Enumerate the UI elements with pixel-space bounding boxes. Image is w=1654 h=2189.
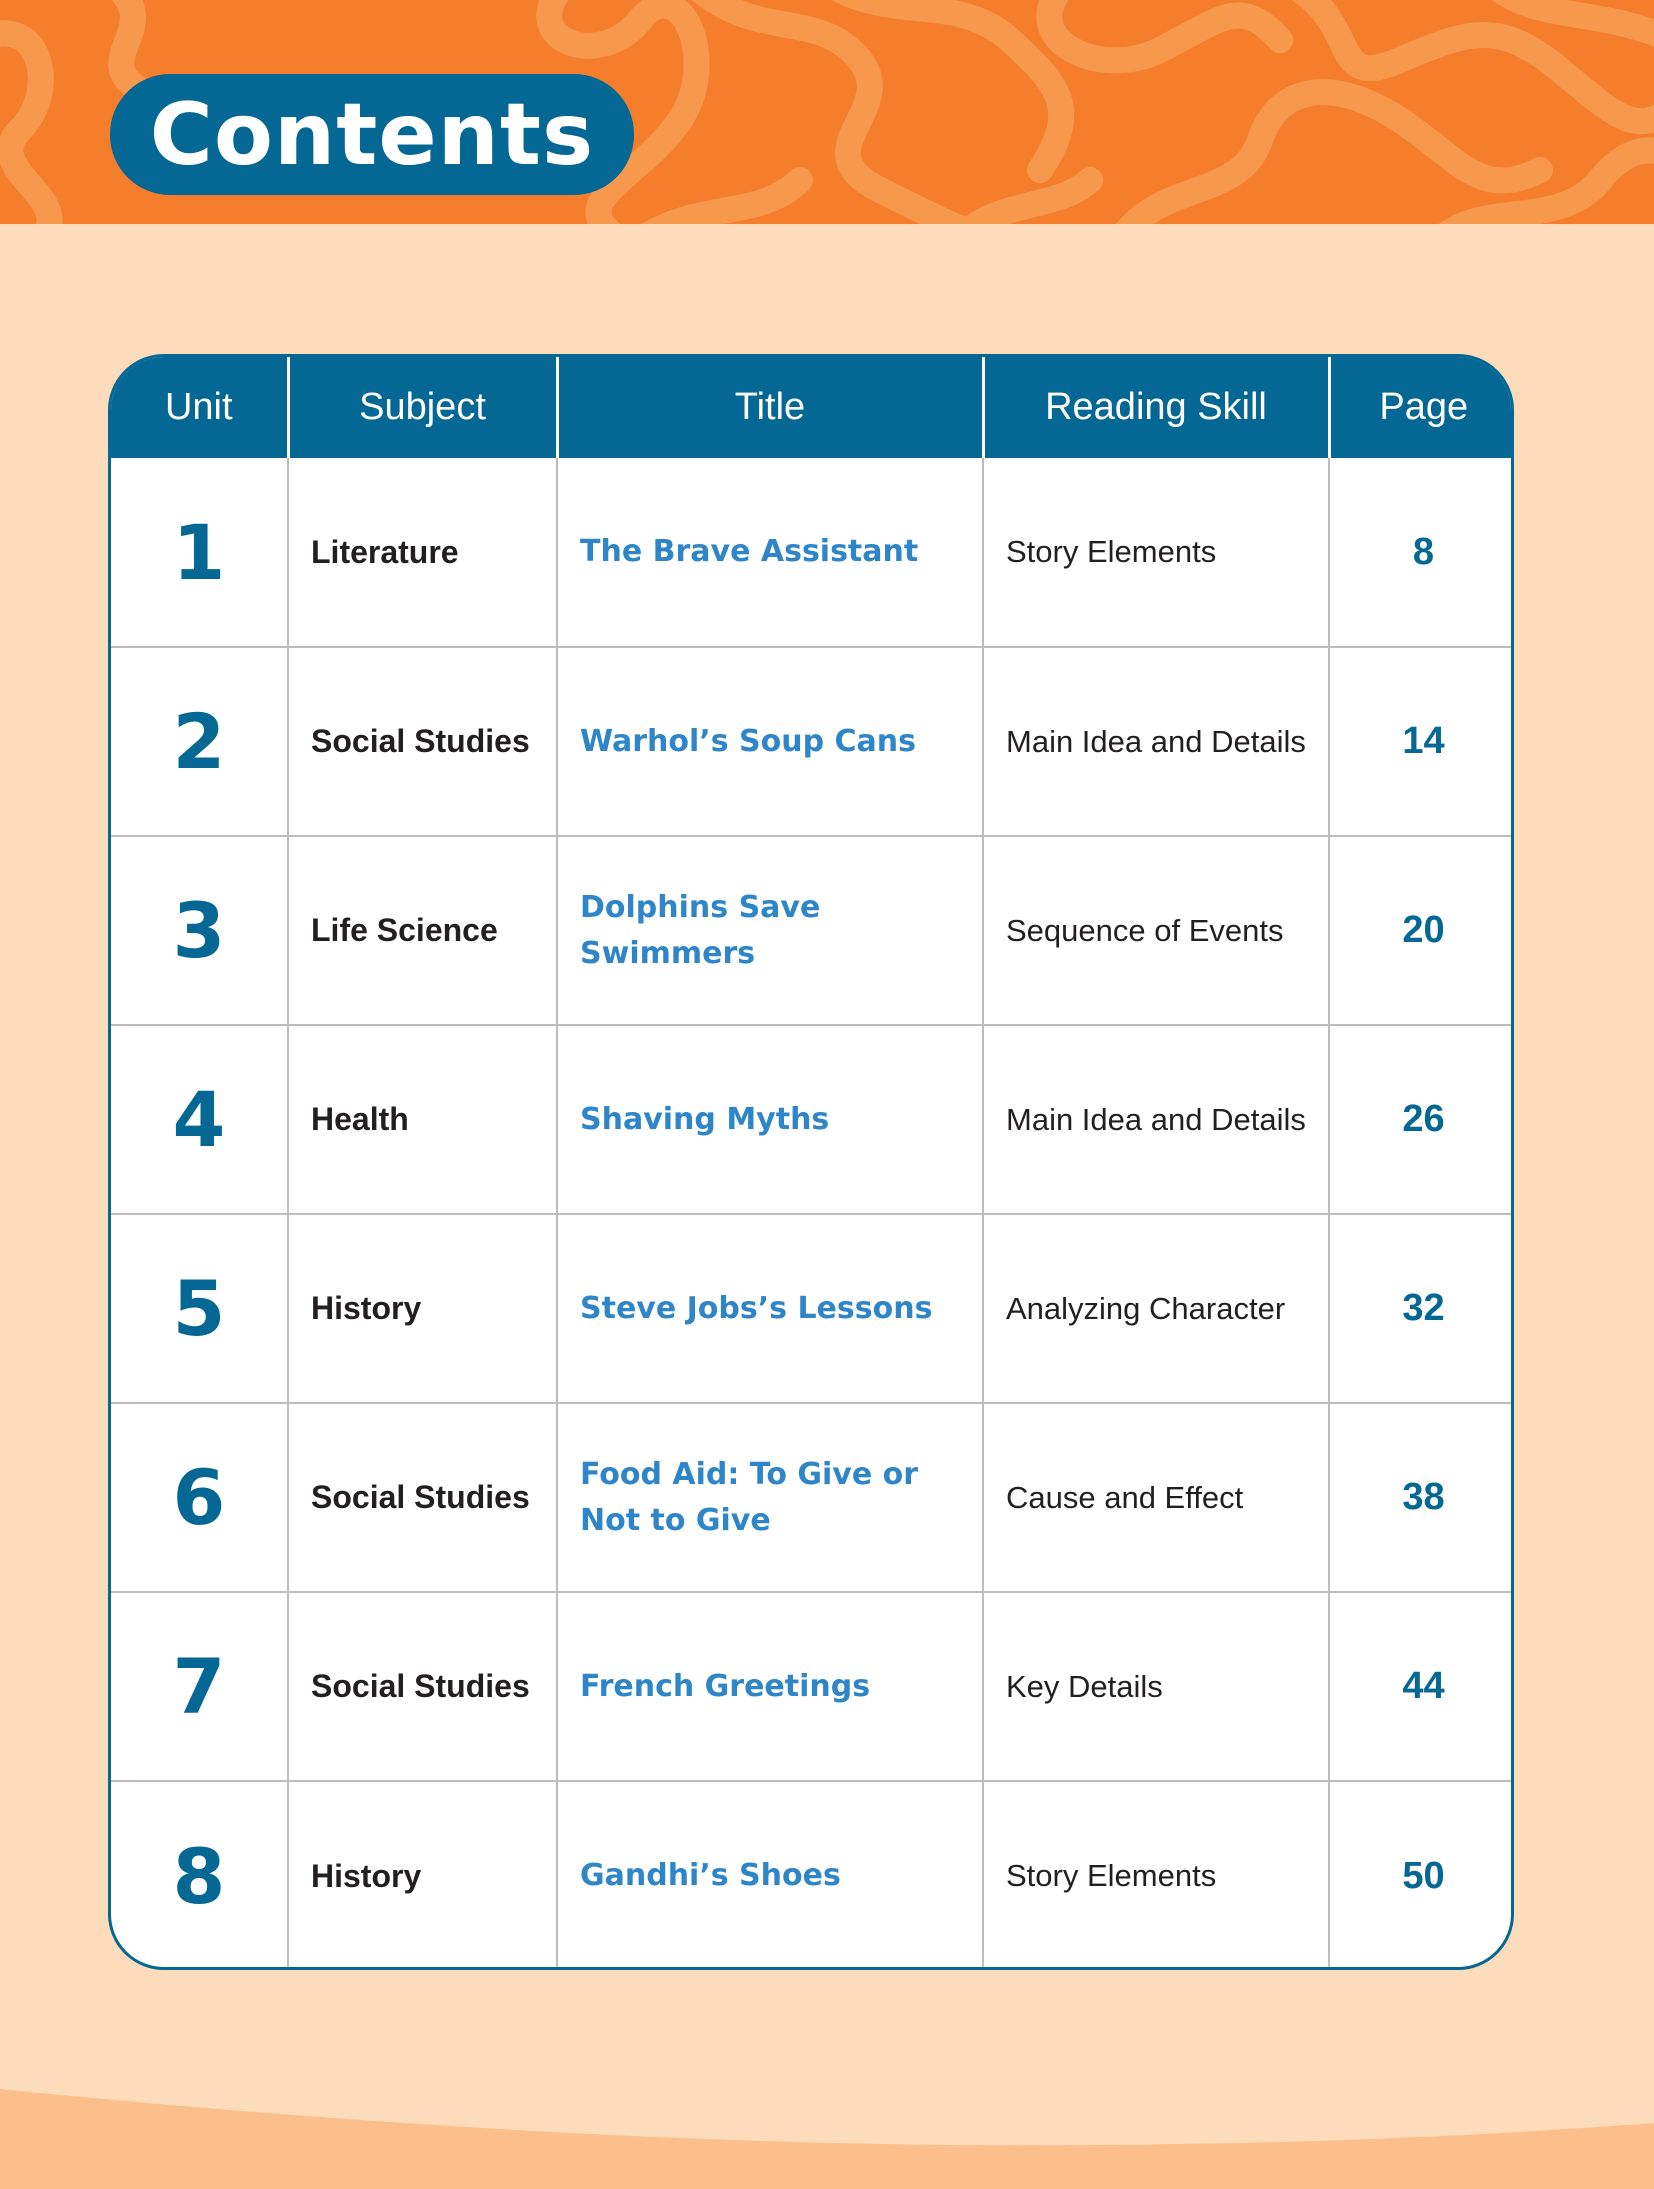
header-page: Page <box>1329 357 1514 458</box>
reading-skill-cell: Story Elements <box>983 458 1329 647</box>
subject-cell: Life Science <box>288 836 557 1025</box>
unit-number: 2 <box>111 647 288 836</box>
page-number: 8 <box>1329 458 1514 647</box>
page-number: 32 <box>1329 1214 1514 1403</box>
contents-table <box>111 357 1514 1970</box>
title-cell: Food Aid: To Give or Not to Give <box>557 1403 983 1592</box>
table-row <box>111 458 1514 647</box>
unit-number: 7 <box>111 1592 288 1781</box>
page-number: 20 <box>1329 836 1514 1025</box>
header-title: Title <box>557 357 983 458</box>
page-number: 14 <box>1329 647 1514 836</box>
header-unit: Unit <box>164 386 233 428</box>
unit-number: 6 <box>111 1403 288 1592</box>
title-cell: Shaving Myths <box>557 1025 983 1214</box>
table-row <box>111 1214 1514 1403</box>
header-banner <box>0 0 1654 224</box>
reading-skill-cell: Key Details <box>983 1592 1329 1781</box>
reading-skill-cell: Main Idea and Details <box>983 647 1329 836</box>
title-cell: The Brave Assistant <box>557 458 983 647</box>
subject-cell: History <box>288 1214 557 1403</box>
table-row <box>111 1592 1514 1781</box>
unit-number: 8 <box>111 1781 288 1970</box>
page-title: Contents <box>149 84 595 185</box>
reading-skill-cell: Analyzing Character <box>983 1214 1329 1403</box>
subject-cell: Social Studies <box>288 1592 557 1781</box>
subject-cell: Social Studies <box>288 647 557 836</box>
page-number: 26 <box>1329 1025 1514 1214</box>
contents-title-pill <box>110 74 634 195</box>
table-header-row <box>111 357 1514 458</box>
contents-table-card <box>108 354 1514 1970</box>
reading-skill-cell: Story Elements <box>983 1781 1329 1970</box>
subject-cell: Literature <box>288 458 557 647</box>
title-cell: Gandhi’s Shoes <box>557 1781 983 1970</box>
page-number: 44 <box>1329 1592 1514 1781</box>
unit-number: 4 <box>111 1025 288 1214</box>
title-cell: Warhol’s Soup Cans <box>557 647 983 836</box>
unit-number: 5 <box>111 1214 288 1403</box>
table-row <box>111 1781 1514 1970</box>
table-row <box>111 1025 1514 1214</box>
table-row <box>111 836 1514 1025</box>
title-cell: Dolphins Save Swimmers <box>557 836 983 1025</box>
reading-skill-cell: Main Idea and Details <box>983 1025 1329 1214</box>
table-row <box>111 1403 1514 1592</box>
bottom-wave-decoration <box>0 2049 1654 2189</box>
reading-skill-cell: Sequence of Events <box>983 836 1329 1025</box>
table-row <box>111 647 1514 836</box>
reading-skill-cell: Cause and Effect <box>983 1403 1329 1592</box>
header-subject: Subject <box>288 357 557 458</box>
unit-number: 3 <box>111 836 288 1025</box>
header-reading-skill: Reading Skill <box>983 357 1329 458</box>
page-number: 50 <box>1329 1781 1514 1970</box>
page-number: 38 <box>1329 1403 1514 1592</box>
subject-cell: Social Studies <box>288 1403 557 1592</box>
subject-cell: History <box>288 1781 557 1970</box>
subject-cell: Health <box>288 1025 557 1214</box>
unit-number: 1 <box>172 507 226 597</box>
title-cell: French Greetings <box>557 1592 983 1781</box>
title-cell: Steve Jobs’s Lessons <box>557 1214 983 1403</box>
